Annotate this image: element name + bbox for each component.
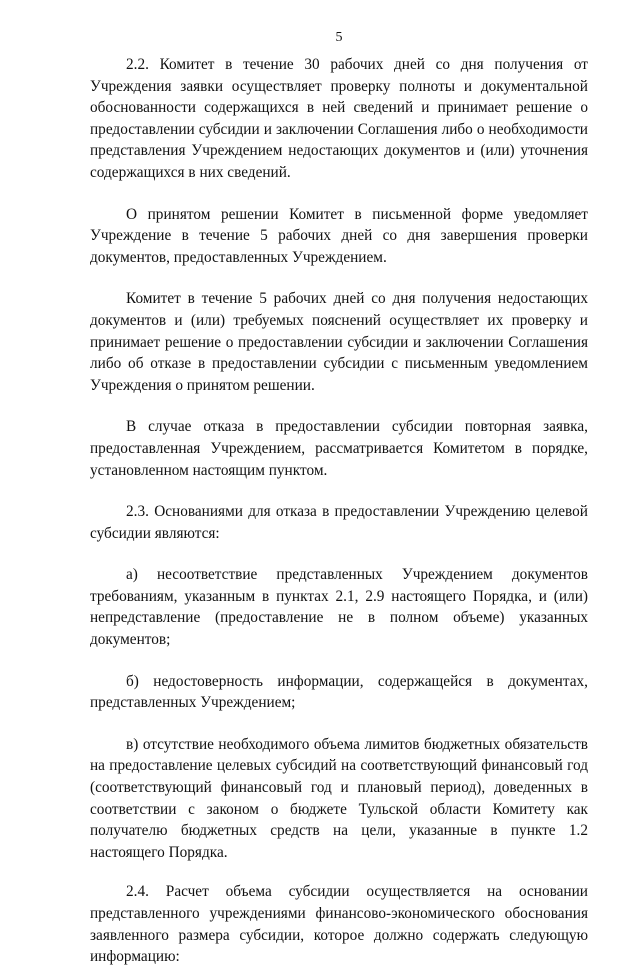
paragraph-decision-notice: О принятом решении Комитет в письменной форме уведомляет Учреждение в течение 5 рабочих дней со дня завершения проверки документов, предоставленных Учреждением. [90,205,588,266]
page-number: 5 [335,30,343,45]
paragraph-missing-documents: Комитет в течение 5 рабочих дней со дня получения недостающих документов и (или) требуемых пояснений осуществляет их проверку и принимает решение о предоставлении субсидии и заключении Соглашения либо об отказе в предоставлении субсидии с письменным уведомлением Учреждения о принятом решении. [90,290,588,394]
paragraph-2-3: 2.3. Основаниями для отказа в предоставлении Учреждению целевой субсидии являются: [90,503,588,542]
paragraph-repeat-application: В случае отказа в предоставлении субсидии повторная заявка, предоставленная Учреждением, рассматривается Комитетом в порядке, установленном настоящим пунктом. [90,418,588,479]
paragraph-2-2: 2.2. Комитет в течение 30 рабочих дней со дня получения от Учреждения заявки осуществляет проверку полноты и документальной обоснованности содержащихся в ней сведений и принимает решение о предоставлении субсидии и заключении Соглашения либо о необходимости представления Учреждением недостающих документов и (или) уточнения содержащихся в них сведений. [90,56,588,181]
list-item-v: в) отсутствие необходимого объема лимитов бюджетных обязательств на предоставление целевых субсидий на соответствующий финансовый год (соответствующий финансовый год и плановый период), доведенных в соответствии с законом о бюджете Тульской области Комитету как получателю бюджетных средств на цели, указанные в пункте 1.2 настоящего Порядка. [90,735,588,861]
list-item-b: б) недостоверность информации, содержащейся в документах, представленных Учреждением; [90,672,588,712]
list-item-a: а) несоответствие представленных Учреждением документов требованиям, указанным в пунктах 2.1, 2.9 настоящего Порядка, и (или) непредставление (предоставление не в полном объеме) указанных документов; [90,566,588,649]
paragraph-2-4: 2.4. Расчет объема субсидии осуществляется на основании представленного учреждениями финансово-экономического обоснования заявленного размера субсидии, которое должно содержать следующую информацию: [90,883,588,966]
